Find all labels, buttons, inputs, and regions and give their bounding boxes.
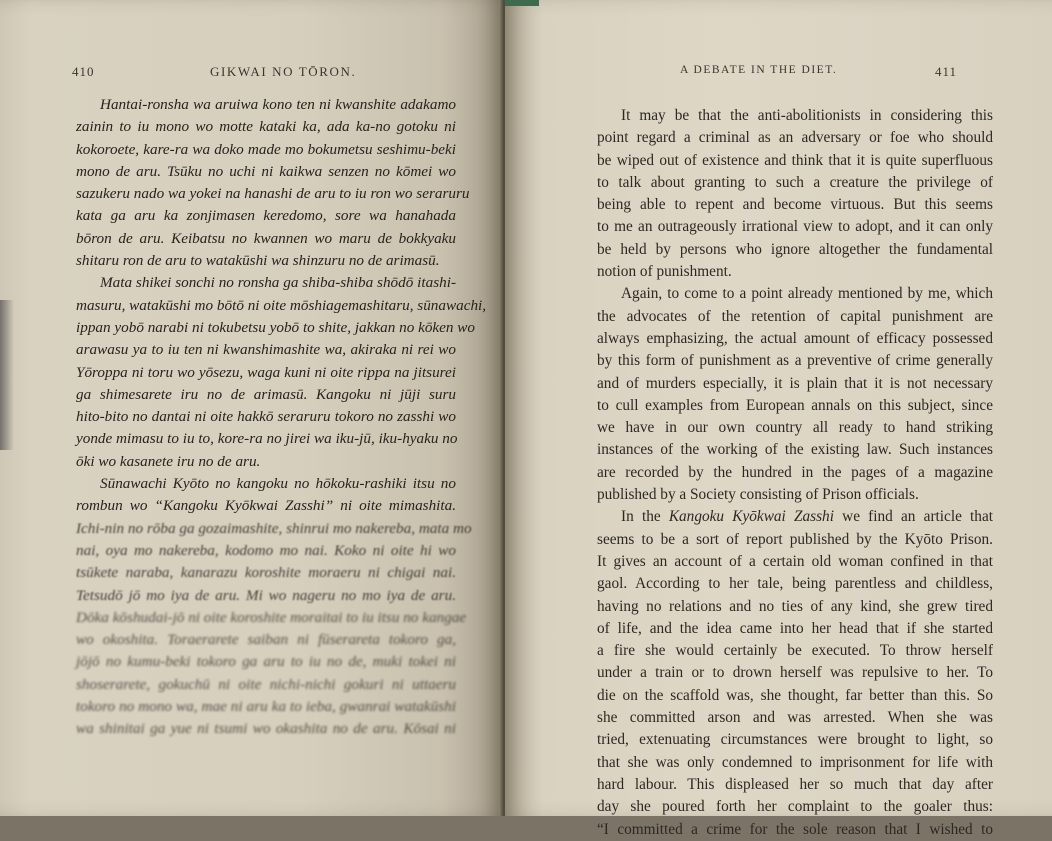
text-line: to talk about granting to such a creature the privilege of: [597, 173, 993, 191]
text-line: to cull examples from European annals on this subject, since: [597, 396, 993, 414]
text-line: by this form of punishment as a preventive of crime generally: [597, 352, 993, 370]
text-line: are recorded by the hundred in the pages of a magazine: [597, 463, 993, 481]
text-line: she committed arson and was arrested. When she was: [597, 709, 993, 727]
right-page-body: [597, 105, 993, 841]
text-line: It may be that the anti-abolitionists in considering this: [621, 107, 993, 124]
right-page: [505, 0, 1052, 838]
text-line: the advocates of the retention of capital punishment are: [597, 307, 993, 325]
text-line: wa shinitai ga yue ni tsumi wo okashita no de aru. Kōsai ni: [76, 720, 456, 738]
text-line: ga shimesarete iru no de arimasū. Kangoku ni jūji suru: [76, 385, 456, 403]
text-line: point regard a criminal as an adversary or foe who should: [597, 129, 993, 147]
running-title: GIKWAI NO TŌRON.: [210, 64, 357, 79]
text-line: nai, oya mo nakereba, kodomo mo nai. Koko ni oite hi wo: [76, 541, 456, 559]
text-line: Hantai-ronsha wa aruiwa kono ten ni kwanshite adakamo: [100, 96, 456, 113]
text-line: arawasu ya to iu ten ni kwanshimashite wa, akiraka ni rei wo: [76, 341, 456, 359]
text-line: “I committed a crime for the sole reason that I wished to: [597, 820, 993, 838]
text-line: Sūnawachi Kyōto no kangoku no hōkoku-rashiki itsu no: [100, 475, 456, 493]
text-line: notion of punishment.: [597, 263, 732, 281]
text-line: yonde mimasu to iu to, kore-ra no jirei wa iku-jū, iku-hyaku no: [76, 430, 458, 448]
text-line: seems to be a sort of report published by the Kyōto Prison.: [597, 530, 993, 548]
text-line: Yōroppa ni toru wo yōsezu, waga kuni ni oite rippa na jitsurei: [76, 363, 456, 381]
text-line: be wiped out of existence and think that it is quite superfluous: [597, 151, 993, 169]
text-line: jōjō no kumu-beki tokoro ga aru to iu no de, muki tokei ni: [76, 653, 456, 671]
text-line: zainin to iu mono wo motte kataki ka, ada ka-no gotoku ni: [76, 118, 456, 136]
text-line: hard labour. This displeased her so much that day after: [597, 775, 993, 793]
text-line: a fire she would certainly be executed. To throw herself: [597, 642, 993, 660]
text-line: and of murders especially, it is plain that it is not necessary: [597, 374, 993, 392]
text-line: day she poured forth her complaint to the goaler thus:: [597, 798, 993, 816]
text-line: sazukeru nado wa yokei na hanashi de aru to iu ron wo seraruru: [76, 185, 470, 203]
page-number: 411: [935, 64, 958, 79]
text-line: mono de aru. Tsūku no uchi ni kaikwa senzen no kōmei wo: [76, 162, 456, 180]
text-line: rombun wo “Kangoku Kyōkwai Zasshi” ni oite mimashita.: [76, 497, 456, 515]
text-line: be held by persons who ignore altogether the fundamental: [597, 240, 993, 258]
text-line: gaol. According to her tale, being parentless and childless,: [597, 575, 993, 593]
text-line: under a train or to drown herself was repulsive to her. To: [597, 664, 993, 682]
text-line: ippan yobō narabi ni tokubetsu yobō to shite, jakkan no kōken wo: [76, 318, 476, 336]
text-line: that she was only condemned to imprisonment for life with: [597, 753, 993, 771]
left-page-body: [76, 94, 487, 741]
text-line: we have in our own country all ready to hand striking: [597, 419, 993, 437]
right-page-header: [505, 64, 1052, 84]
text-line: to me an outrageously irrational view to adopt, and it can only: [597, 218, 993, 236]
cover-edge: [505, 0, 539, 6]
text-line: having no relations and no ties of any kind, she grew tired: [597, 597, 993, 615]
text-line: of life, and the idea came into her head that if she started: [597, 619, 993, 637]
text-line: Tetsudō jō mo iya de aru. Mi wo nageru no mo iya de aru.: [76, 586, 456, 604]
left-page: [0, 0, 503, 816]
text-line: published by a Society consisting of Prison officials.: [597, 486, 919, 504]
text-line: hito-bito no dantai ni oite hakkō seraruru tokoro no zasshi wo: [76, 408, 456, 426]
text-line: tsūkete naraba, kanarazu koroshite moraeru ni chigai nai.: [76, 564, 456, 582]
text-line: bōron de aru. Keibatsu no kwannen wo maru de bokkyaku: [76, 229, 456, 247]
text-line: wo okoshita. Toraerarete saiban ni fūserareta tokoro ga,: [76, 631, 456, 649]
text-line: Ichi-nin no rōba ga gozaimashite, shinrui mo nakereba, mata mo: [76, 519, 472, 537]
text-line: die on the scaffold was, she thought, far better than this. So: [597, 686, 993, 704]
text-line: kokoroete, kare-ra wa doko made mo bokumetsu seshimu-beki: [76, 140, 456, 158]
text-line: tried, extenuating circumstances were brought to light, so: [597, 731, 993, 749]
text-line: kata ga aru ka zonjimasen keredomo, sore wa hanahada: [76, 207, 456, 225]
text-line: Again, to come to a point already mentioned by me, which: [621, 285, 993, 303]
text-line: shitaru ron de aru to watakūshi wa shinzuru no de arimasū.: [76, 252, 440, 270]
text-line: tokoro no mono wa, mae ni aru ka to ieba, gwanrai watakūshi: [76, 698, 456, 716]
text-line: masuru, watakūshi mo bōtō ni oite mōshiagemashitaru, sūnawachi,: [76, 296, 487, 314]
text-line: instances of the working of the existing law. Such instances: [597, 441, 993, 459]
page-edge-shadow: [0, 300, 14, 450]
text-line: ōki wo kasanete iru no de aru.: [76, 452, 261, 470]
text-line: always emphasizing, the actual amount of efficacy possessed: [597, 329, 993, 347]
text-line: shoserarete, gokuchū ni oite nichi-nichi gokuri ni uttaeru: [76, 675, 456, 693]
page-number: 410: [72, 64, 95, 79]
text-line: being able to repent and become virtuous. But this seems: [597, 196, 993, 214]
left-page-header: [0, 64, 503, 84]
text-line: Mata shikei sonchi no ronsha ga shiba-shiba shōdō itashi-: [100, 274, 456, 292]
text-line: In the Kangoku Kyōkwai Zasshi we find an article that: [621, 508, 993, 526]
text-line: Dōka kōshudai-jō ni oite koroshite moraitai to iu itsu no kangae: [76, 608, 467, 626]
running-title: A DEBATE IN THE DIET.: [680, 64, 838, 76]
text-line: It gives an account of a certain old woman confined in that: [597, 552, 993, 570]
